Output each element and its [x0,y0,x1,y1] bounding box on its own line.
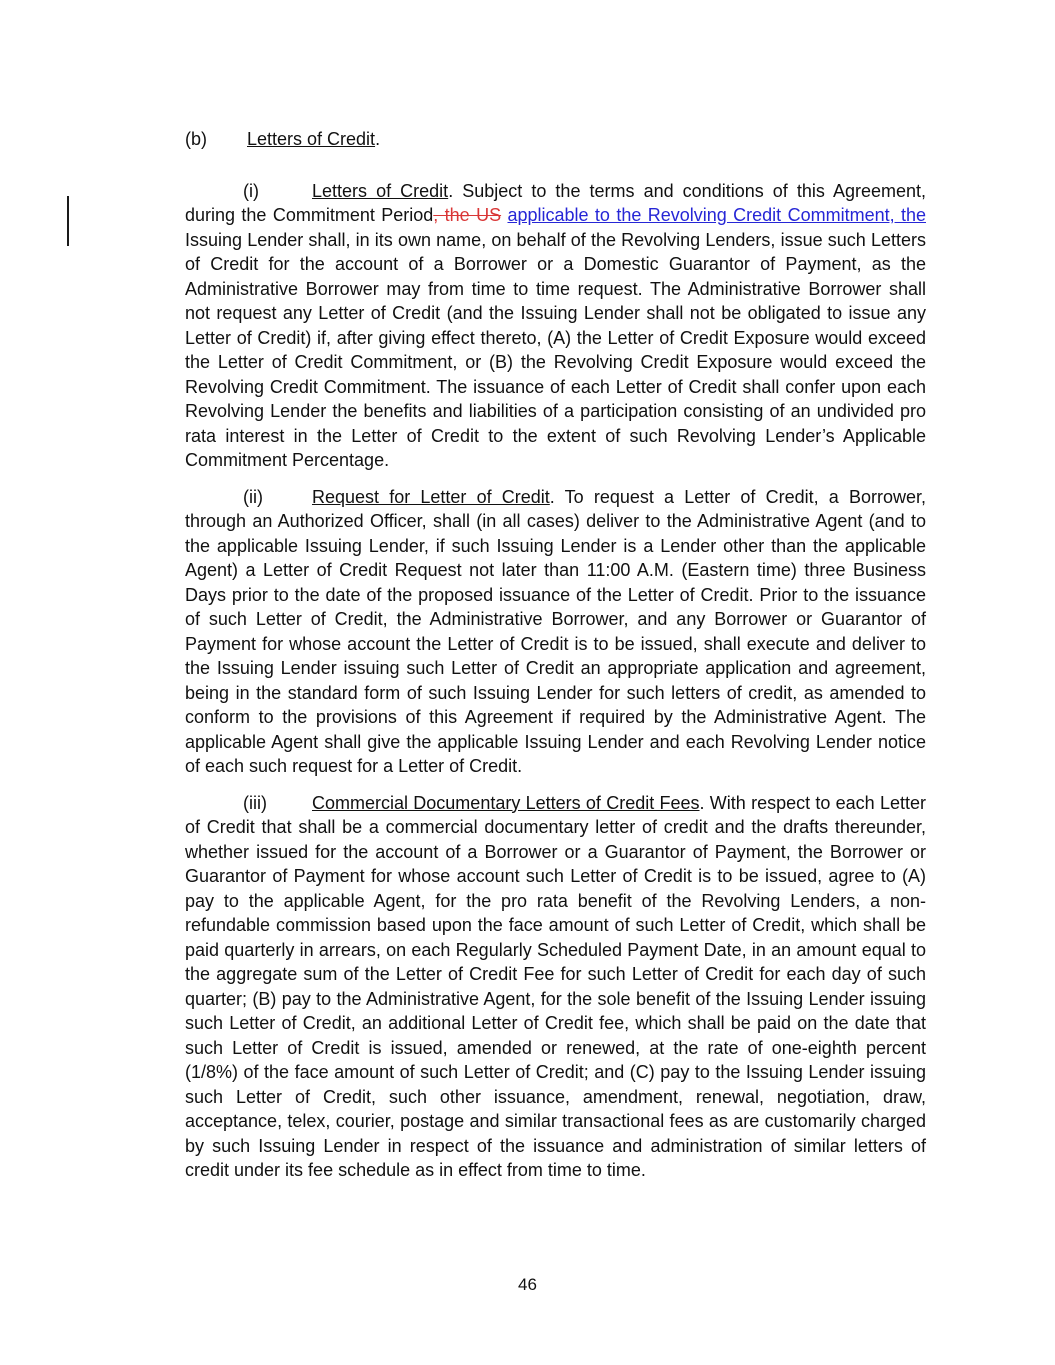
section-heading [185,127,926,152]
document-content [185,127,926,1195]
paragraph-iii [185,791,926,1183]
section-title: Letters of Credit [247,129,376,149]
paragraph-list [185,179,926,1183]
section-label: (b) [185,129,207,149]
paragraph-title: Request for Letter of Credit [312,486,550,507]
page-number: 46 [518,1275,537,1294]
paragraph-title: Letters of Credit [312,180,449,201]
paragraph-label: (ii) [243,486,263,507]
paragraph-text: . With respect to each Letter of Credit that shall be a commercial documentary letter of credit and the drafts thereunder, whether issued for the account of a Borrower or a Guarantor of Payment, the Borrower or Guarantor of Payment for whose account such Letter of Credit is to be issued, agree to (A) pay to the applicable Agent, for the pro rata benefit of the Revolving Lenders, a non-refundable commission based upon the face amount of such Letter of Credit, which shall be paid quarterly in arrears, on each Regularly Scheduled Payment Date, in an amount equal to the aggregate sum of the Letter of Credit Fee for such Letter of Credit for each day of such quarter; (B) pay to the Administrative Agent, for the sole benefit of the Issuing Lender issuing such Letter of Credit, an additional Letter of Credit fee, which shall be paid on the date that such Letter of Credit is issued, amended or renewed, at the rate of one-eighth percent (1/8%) of the face amount of such Letter of Credit; and (C) pay to the Issuing Lender issuing such Letter of Credit, such other issuance, amendment, renewal, negotiation, draw, acceptance, telex, courier, postage and similar transactional fees as are customarily charged by such Issuing Lender in respect of the issuance and administration of similar letters of credit under its fee schedule as in effect from time to time. [185,792,926,1180]
paragraph-label: (i) [243,180,259,201]
inserted-text: applicable to the Revolving Credit Commitment, the [507,205,926,225]
paragraph-text: . Subject to the terms and conditions of this Agreement, during the Commitment Period [185,180,926,225]
paragraph-ii [185,485,926,779]
paragraph-text: Issuing Lender shall, in its own name, on behalf of the Revolving Lenders, issue such Letters of Credit for the account of a Borrower or a Domestic Guarantor of Payment, as the Administrative Borrower may from time to time request. The Administrative Borrower shall not request any Letter of Credit (and the Issuing Lender shall not be obligated to issue any Letter of Credit) if, after giving effect thereto, (A) the Letter of Credit Exposure would exceed the Letter of Credit Commitment, or (B) the Revolving Credit Exposure would exceed the Revolving Credit Commitment. The issuance of each Letter of Credit shall confer upon each Revolving Lender the benefits and liabilities of a participation consisting of an undivided pro rata interest in the Letter of Credit to the extent of such Revolving Lender’s Applicable Commitment Percentage. [185,229,926,470]
section-title-period: . [375,129,381,149]
paragraph-text: . To request a Letter of Credit, a Borrower, through an Authorized Officer, shall (in all cases) deliver to the Administrative Agent (and to the applicable Issuing Lender, if such Issuing Lender is a Lender other than the applicable Agent) a Letter of Credit Request not later than 11:00 A.M. (Eastern time) three Business Days prior to the date of the proposed issuance of the Letter of Credit. Prior to the issuance of such Letter of Credit, the Administrative Borrower, and any Borrower or Guarantor of Payment for whose account the Letter of Credit is to be issued, shall execute and deliver to the Issuing Lender issuing such Letter of Credit an appropriate application and agreement, being in the standard form of such Issuing Lender for such letters of credit, as amended to conform to the provisions of this Agreement if required by the Administrative Agent. The applicable Agent shall give the applicable Issuing Lender and each Revolving Lender notice of each such request for a Letter of Credit. [185,486,926,776]
paragraph-title: Commercial Documentary Letters of Credit Fees [312,792,700,813]
change-bar [67,196,69,246]
paragraph-label: (iii) [243,792,267,813]
paragraph-i [185,179,926,473]
deleted-text: , the US [433,205,502,225]
